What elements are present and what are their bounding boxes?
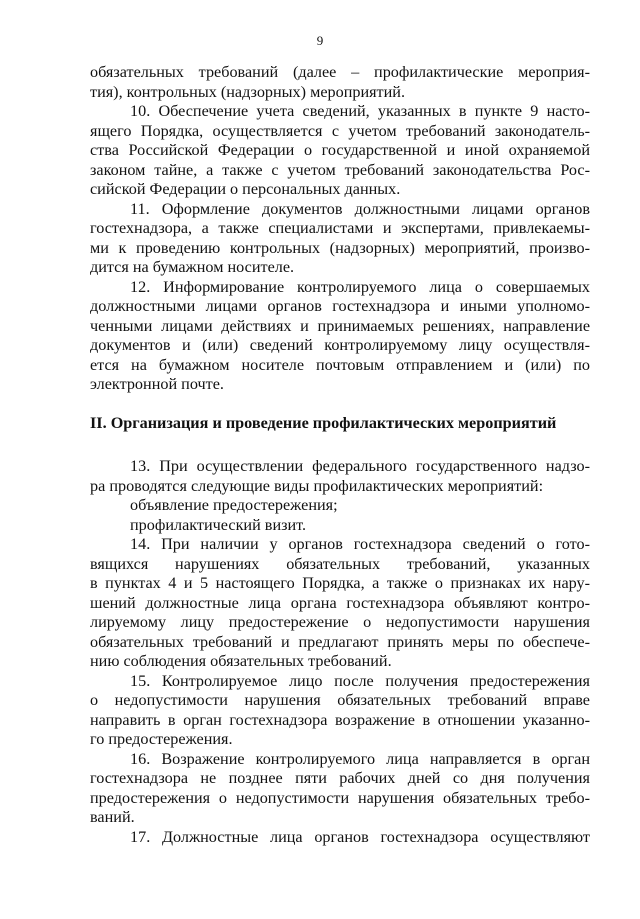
- paragraph-16-line: гостехнадзора не позднее пяти рабочих дней со дня получения: [90, 769, 590, 787]
- paragraph-10-line: законом тайне, а также с учетом требований законодательства Рос-: [90, 160, 590, 179]
- list-item: профилактический визит.: [130, 515, 307, 534]
- paragraph-11-line: гостехнадзора, а также специалистами и экспертами, привлекаемы-: [90, 219, 590, 237]
- paragraph-12-line: должностными лицами органов гостехнадзора и иными уполномо-: [90, 297, 590, 315]
- paragraph-15-line: 15. Контролируемое лицо после получения предостережения: [130, 671, 590, 690]
- paragraph-15-line: го предостережения.: [90, 730, 233, 748]
- paragraph-16-line: 16. Возражение контролируемого лица направляется в орган: [130, 749, 590, 768]
- paragraph-13-line: ра проводятся следующие виды профилактических мероприятий:: [90, 476, 544, 495]
- paragraph-13-line: 13. При осуществлении федерального государственного надзо-: [130, 457, 590, 475]
- paragraph-16-line: ваний.: [90, 808, 135, 826]
- paragraph-15-line: направить в орган гостехнадзора возражение в отношении указанно-: [90, 710, 590, 729]
- paragraph-10-line: сийской Федерации о персональных данных.: [90, 180, 401, 198]
- section-heading: II. Организация и проведение профилактических мероприятий: [90, 414, 557, 432]
- paragraph-14-line: вящихся нарушениях обязательных требований, указанных: [90, 554, 590, 573]
- paragraph-10-line: 10. Обеспечение учета сведений, указанных в пункте 9 насто-: [130, 102, 590, 120]
- paragraph-14-line: шений должностные лица органа гостехнадзора объявляют контро-: [90, 593, 590, 612]
- paragraph-14-line: 14. При наличии у органов гостехнадзора сведений о гото-: [130, 535, 590, 553]
- paragraph-11-line: дится на бумажном носителе.: [90, 258, 295, 276]
- paragraph-14-line: лируемому лицу предостережение о недопустимости нарушения: [90, 613, 590, 631]
- paragraph-12-line: 12. Информирование контролируемого лица о совершаемых: [130, 277, 590, 296]
- page-number: 9: [316, 33, 324, 48]
- list-item: объявление предостережения;: [130, 496, 338, 514]
- paragraph-12-line: ченными лицами действиях и принимаемых решениях, направление: [90, 316, 590, 335]
- paragraph-11-line: ми к проведению контрольных (надзорных) мероприятий, произво-: [90, 238, 590, 257]
- paragraph-12-line: документов и (или) сведений контролируемому лицу осуществля-: [90, 336, 590, 354]
- text-line: тия), контрольных (надзорных) мероприятий.: [90, 82, 406, 101]
- paragraph-14-line: в пунктах 4 и 5 настоящего Порядка, а также о признаках их нару-: [90, 574, 590, 592]
- paragraph-10-line: ства Российской Федерации о государственной и иной охраняемой: [90, 141, 590, 159]
- paragraph-16-line: предостережения о недопустимости нарушения обязательных требо-: [90, 788, 590, 807]
- body-text-top: [90, 63, 590, 395]
- paragraph-17-line: 17. Должностные лица органов гостехнадзора осуществляют: [130, 827, 590, 846]
- paragraph-10-line: ящего Порядка, осуществляется с учетом требований законодатель-: [90, 121, 590, 140]
- paragraph-11-line: 11. Оформление документов должностными лицами органов: [130, 199, 590, 218]
- text-line: обязательных требований (далее – профилактические мероприя-: [90, 63, 590, 81]
- paragraph-12-line: ется на бумажном носителе почтовым отправлением и (или) по: [90, 355, 590, 374]
- body-text-bottom: [90, 457, 590, 847]
- paragraph-12-line: электронной почте.: [90, 375, 224, 393]
- paragraph-14-line: нию соблюдения обязательных требований.: [90, 652, 392, 670]
- paragraph-14-line: обязательных требований и предлагают принять меры по обеспече-: [90, 632, 590, 651]
- paragraph-15-line: о недопустимости нарушения обязательных требований вправе: [90, 691, 590, 709]
